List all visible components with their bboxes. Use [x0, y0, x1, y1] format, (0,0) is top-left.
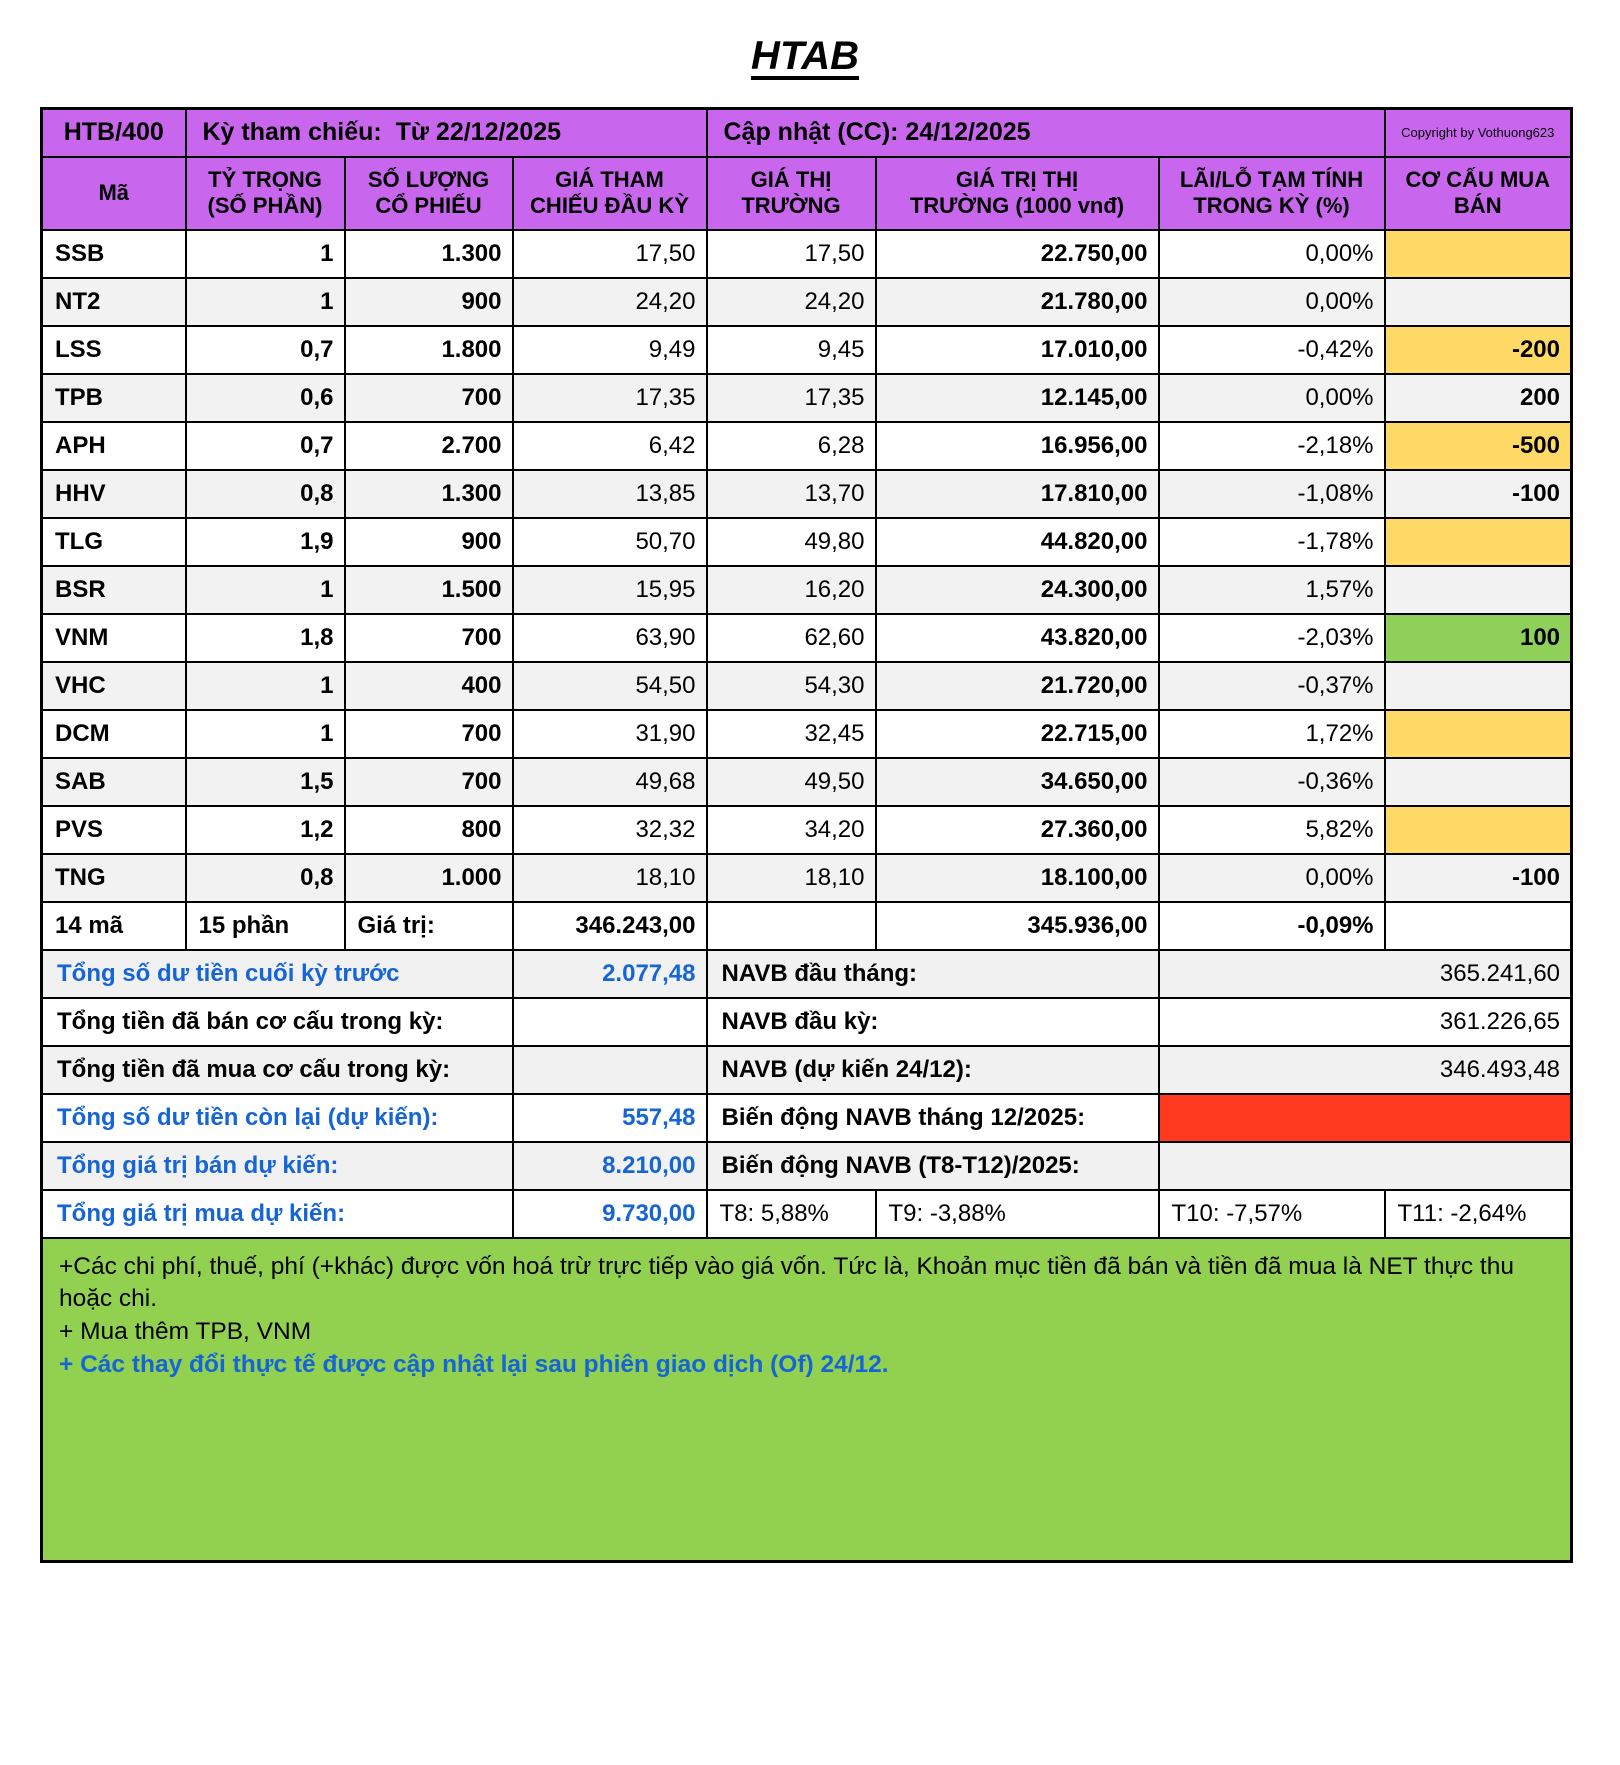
cell-quantity: 900 — [345, 518, 513, 566]
column-header-row — [42, 157, 1572, 230]
cell-market-value: 22.715,00 — [876, 710, 1159, 758]
cell-weight: 1,8 — [186, 614, 345, 662]
col-header-line: Mã — [98, 180, 130, 206]
footer-notes-row — [42, 1238, 1572, 1562]
col-header-line: BÁN — [1453, 193, 1502, 218]
cell-weight: 1 — [186, 710, 345, 758]
cell-market-value: 12.145,00 — [876, 374, 1159, 422]
summary-left-label: Tổng tiền đã mua cơ cấu trong kỳ: — [42, 1046, 513, 1094]
stock-row — [42, 470, 1572, 518]
cell-rebalance — [1385, 518, 1572, 566]
summary-left-value: 9.730,00 — [513, 1190, 707, 1238]
cell-weight: 1 — [186, 278, 345, 326]
cell-ticker: TLG — [42, 518, 186, 566]
cell-ref-price: 15,95 — [513, 566, 707, 614]
monthly-return-t10: T10: -7,57% — [1159, 1190, 1385, 1238]
col-header-line: GIÁ TRỊ THỊ — [955, 167, 1079, 193]
cell-market-value: 43.820,00 — [876, 614, 1159, 662]
col-header-ticker — [42, 157, 186, 230]
cell-market-value: 17.810,00 — [876, 470, 1159, 518]
summary-left-value: 2.077,48 — [513, 950, 707, 998]
cell-ref-price: 13,85 — [513, 470, 707, 518]
totals-change: -0,09% — [1159, 902, 1385, 950]
summary-row-cash-remaining — [42, 1094, 1572, 1142]
totals-label: Giá trị: — [345, 902, 513, 950]
portfolio-table — [40, 107, 1573, 1563]
monthly-return-t8: T8: 5,88% — [707, 1190, 876, 1238]
cell-rebalance — [1385, 230, 1572, 278]
totals-market-value: 345.936,00 — [876, 902, 1159, 950]
cell-rebalance: 100 — [1385, 614, 1572, 662]
summary-right-label: NAVB đầu kỳ: — [707, 998, 1159, 1046]
totals-row — [42, 902, 1572, 950]
footer-note-buys: + Mua thêm TPB, VNM — [59, 1318, 312, 1346]
summary-right-value: 365.241,60 — [1159, 950, 1572, 998]
cell-pnl: -2,03% — [1159, 614, 1385, 662]
stock-row — [42, 662, 1572, 710]
col-header-line: CỔ PHIẾU — [375, 193, 482, 218]
cell-quantity: 1.800 — [345, 326, 513, 374]
cell-pnl: -0,42% — [1159, 326, 1385, 374]
summary-left-label: Tổng số dư tiền cuối kỳ trước — [42, 950, 513, 998]
footer-note-update: + Các thay đổi thực tế được cập nhật lại sau phiên giao dịch (Of) 24/12. — [59, 1350, 889, 1378]
stock-row — [42, 518, 1572, 566]
cell-market-price: 62,60 — [707, 614, 876, 662]
cell-ref-price: 17,35 — [513, 374, 707, 422]
cell-ticker: TPB — [42, 374, 186, 422]
cell-ref-price: 50,70 — [513, 518, 707, 566]
summary-row-bought — [42, 1046, 1572, 1094]
cell-weight: 0,6 — [186, 374, 345, 422]
cell-market-price: 18,10 — [707, 854, 876, 902]
stock-row — [42, 374, 1572, 422]
cell-rebalance — [1385, 662, 1572, 710]
col-header-line: (SỐ PHẦN) — [207, 193, 323, 218]
cell-ref-price: 49,68 — [513, 758, 707, 806]
table-header — [42, 109, 1572, 230]
cell-rebalance: -100 — [1385, 470, 1572, 518]
sheet-code: HTB/400 — [42, 109, 186, 157]
cell-market-price: 24,20 — [707, 278, 876, 326]
col-header-line: TRƯỜNG (1000 vnđ) — [909, 193, 1125, 218]
col-header-market-price — [707, 157, 876, 230]
cell-rebalance: 200 — [1385, 374, 1572, 422]
summary-row-sell-planned — [42, 1142, 1572, 1190]
cell-market-price: 17,35 — [707, 374, 876, 422]
cell-ref-price: 18,10 — [513, 854, 707, 902]
cell-quantity: 2.700 — [345, 422, 513, 470]
cell-ref-price: 24,20 — [513, 278, 707, 326]
cell-ticker: DCM — [42, 710, 186, 758]
summary-row-buy-planned — [42, 1190, 1572, 1238]
summary-right-value-navb-month-change — [1159, 1094, 1572, 1142]
cell-ticker: LSS — [42, 326, 186, 374]
summary-left-label: Tổng số dư tiền còn lại (dự kiến): — [42, 1094, 513, 1142]
stock-row — [42, 854, 1572, 902]
cell-market-price: 49,50 — [707, 758, 876, 806]
cell-ticker: SSB — [42, 230, 186, 278]
totals-empty-cell — [1385, 902, 1572, 950]
summary-left-value — [513, 1046, 707, 1094]
cell-weight: 1 — [186, 566, 345, 614]
cell-market-value: 34.650,00 — [876, 758, 1159, 806]
monthly-return-t9: T9: -3,88% — [876, 1190, 1159, 1238]
cell-pnl: 0,00% — [1159, 854, 1385, 902]
cell-market-value: 22.750,00 — [876, 230, 1159, 278]
page-title: HTAB — [750, 34, 860, 78]
summary-left-label: Tổng tiền đã bán cơ cấu trong kỳ: — [42, 998, 513, 1046]
cell-ticker: TNG — [42, 854, 186, 902]
summary-left-value: 8.210,00 — [513, 1142, 707, 1190]
cell-quantity: 1.000 — [345, 854, 513, 902]
cell-quantity: 700 — [345, 374, 513, 422]
stock-row — [42, 758, 1572, 806]
cell-weight: 1 — [186, 662, 345, 710]
cell-quantity: 700 — [345, 614, 513, 662]
col-header-rebalance — [1385, 157, 1572, 230]
cell-market-value: 21.780,00 — [876, 278, 1159, 326]
cell-market-value: 18.100,00 — [876, 854, 1159, 902]
totals-ref-value: 346.243,00 — [513, 902, 707, 950]
cell-pnl: 0,00% — [1159, 278, 1385, 326]
col-header-market-value — [876, 157, 1159, 230]
cell-pnl: 1,57% — [1159, 566, 1385, 614]
stock-row — [42, 278, 1572, 326]
cell-ref-price: 63,90 — [513, 614, 707, 662]
stock-row — [42, 326, 1572, 374]
cell-pnl: 0,00% — [1159, 230, 1385, 278]
cell-market-value: 17.010,00 — [876, 326, 1159, 374]
cell-rebalance: -500 — [1385, 422, 1572, 470]
cell-rebalance — [1385, 566, 1572, 614]
cell-pnl: -2,18% — [1159, 422, 1385, 470]
cell-weight: 0,8 — [186, 854, 345, 902]
summary-row-cash-prev — [42, 950, 1572, 998]
col-header-line: LÃI/LỖ TẠM TÍNH — [1179, 167, 1364, 193]
cell-market-price: 16,20 — [707, 566, 876, 614]
cell-weight: 1,2 — [186, 806, 345, 854]
cell-market-price: 17,50 — [707, 230, 876, 278]
col-header-line: TRONG KỲ (%) — [1193, 193, 1350, 218]
cell-pnl: -1,08% — [1159, 470, 1385, 518]
cell-quantity: 400 — [345, 662, 513, 710]
footer-notes — [42, 1238, 1572, 1562]
cell-ticker: VNM — [42, 614, 186, 662]
cell-rebalance — [1385, 758, 1572, 806]
totals-count: 14 mã — [42, 902, 186, 950]
cell-ref-price: 32,32 — [513, 806, 707, 854]
col-header-pnl — [1159, 157, 1385, 230]
cell-market-price: 13,70 — [707, 470, 876, 518]
cell-weight: 1,5 — [186, 758, 345, 806]
summary-right-value: 361.226,65 — [1159, 998, 1572, 1046]
col-header-line: CHIẾU ĐẦU KỲ — [530, 193, 689, 218]
col-header-line: TRƯỜNG — [741, 193, 841, 218]
copyright: Copyright by Vothuong623 — [1385, 109, 1572, 157]
update-date: Cập nhật (CC): 24/12/2025 — [707, 109, 1385, 157]
cell-pnl: -0,37% — [1159, 662, 1385, 710]
summary-right-value-navb-forecast: 346.493,48 — [1159, 1046, 1572, 1094]
cell-quantity: 1.300 — [345, 230, 513, 278]
totals-parts: 15 phần — [186, 902, 345, 950]
col-header-line: GIÁ THAM — [555, 167, 664, 193]
totals-empty-cell — [707, 902, 876, 950]
cell-ticker: VHC — [42, 662, 186, 710]
cell-ticker: NT2 — [42, 278, 186, 326]
summary-right-label: Biến động NAVB (T8-T12)/2025: — [707, 1142, 1159, 1190]
stock-row — [42, 710, 1572, 758]
cell-weight: 0,8 — [186, 470, 345, 518]
cell-ticker: PVS — [42, 806, 186, 854]
meta-row — [42, 109, 1572, 157]
cell-ref-price: 6,42 — [513, 422, 707, 470]
cell-market-price: 34,20 — [707, 806, 876, 854]
cell-ticker: APH — [42, 422, 186, 470]
col-header-quantity — [345, 157, 513, 230]
cell-market-price: 32,45 — [707, 710, 876, 758]
cell-ticker: BSR — [42, 566, 186, 614]
cell-market-value: 16.956,00 — [876, 422, 1159, 470]
cell-rebalance — [1385, 710, 1572, 758]
cell-rebalance: -200 — [1385, 326, 1572, 374]
cell-quantity: 900 — [345, 278, 513, 326]
col-header-line: TỶ TRỌNG — [208, 167, 322, 193]
col-header-line: CƠ CẤU MUA — [1405, 167, 1551, 193]
col-header-weight — [186, 157, 345, 230]
footer-note-costs: +Các chi phí, thuế, phí (+khác) được vốn hoá trừ trực tiếp vào giá vốn. Tức là, Khoản mục tiền đã bán và tiền đã mua là NET thực thu hoặc chi. — [59, 1252, 1514, 1313]
cell-pnl: -0,36% — [1159, 758, 1385, 806]
monthly-return-t11: T11: -2,64% — [1385, 1190, 1572, 1238]
stock-row — [42, 614, 1572, 662]
summary-right-label: NAVB đầu tháng: — [707, 950, 1159, 998]
cell-ref-price: 9,49 — [513, 326, 707, 374]
reference-period: Kỳ tham chiếu: Từ 22/12/2025 — [186, 109, 707, 157]
summary-row-sold — [42, 998, 1572, 1046]
cell-ref-price: 17,50 — [513, 230, 707, 278]
stock-row — [42, 422, 1572, 470]
cell-quantity: 700 — [345, 710, 513, 758]
cell-quantity: 800 — [345, 806, 513, 854]
cell-market-price: 6,28 — [707, 422, 876, 470]
cell-weight: 0,7 — [186, 326, 345, 374]
col-header-ref-price — [513, 157, 707, 230]
cell-ref-price: 54,50 — [513, 662, 707, 710]
stock-row — [42, 230, 1572, 278]
cell-market-value: 44.820,00 — [876, 518, 1159, 566]
summary-section — [42, 902, 1572, 1562]
summary-left-label: Tổng giá trị bán dự kiến: — [42, 1142, 513, 1190]
summary-left-value — [513, 998, 707, 1046]
col-header-line: SỐ LƯỢNG — [367, 167, 490, 193]
cell-pnl: 5,82% — [1159, 806, 1385, 854]
cell-ticker: SAB — [42, 758, 186, 806]
cell-market-price: 49,80 — [707, 518, 876, 566]
cell-rebalance: -100 — [1385, 854, 1572, 902]
cell-market-value: 27.360,00 — [876, 806, 1159, 854]
col-header-line: GIÁ THỊ — [750, 167, 832, 193]
cell-market-value: 21.720,00 — [876, 662, 1159, 710]
cell-market-price: 9,45 — [707, 326, 876, 374]
cell-ref-price: 31,90 — [513, 710, 707, 758]
cell-pnl: 0,00% — [1159, 374, 1385, 422]
cell-weight: 0,7 — [186, 422, 345, 470]
cell-market-value: 24.300,00 — [876, 566, 1159, 614]
cell-rebalance — [1385, 278, 1572, 326]
cell-pnl: -1,78% — [1159, 518, 1385, 566]
cell-quantity: 1.500 — [345, 566, 513, 614]
summary-left-label: Tổng giá trị mua dự kiến: — [42, 1190, 513, 1238]
cell-quantity: 1.300 — [345, 470, 513, 518]
summary-left-value: 557,48 — [513, 1094, 707, 1142]
summary-right-label: NAVB (dự kiến 24/12): — [707, 1046, 1159, 1094]
summary-right-value-navb-range-change — [1159, 1142, 1572, 1190]
cell-ticker: HHV — [42, 470, 186, 518]
stock-row — [42, 566, 1572, 614]
cell-pnl: 1,72% — [1159, 710, 1385, 758]
summary-right-label: Biến động NAVB tháng 12/2025: — [707, 1094, 1159, 1142]
cell-weight: 1 — [186, 230, 345, 278]
cell-quantity: 700 — [345, 758, 513, 806]
stock-rows — [42, 230, 1572, 902]
cell-market-price: 54,30 — [707, 662, 876, 710]
stock-row — [42, 806, 1572, 854]
cell-rebalance — [1385, 806, 1572, 854]
cell-weight: 1,9 — [186, 518, 345, 566]
